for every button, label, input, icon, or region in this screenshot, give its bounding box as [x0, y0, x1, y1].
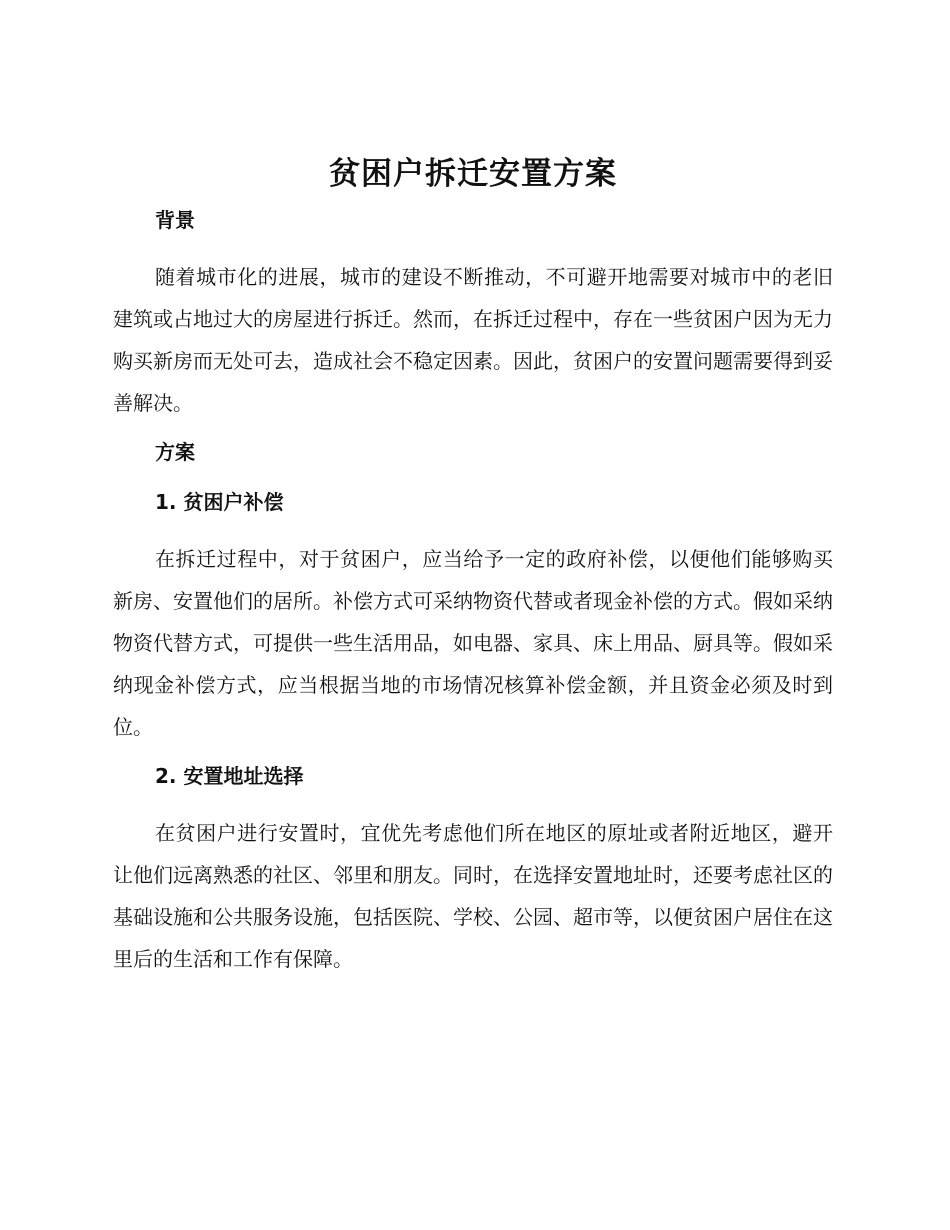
spacer — [113, 424, 833, 438]
location-paragraph: 在贫困户进行安置时，宜优先考虑他们所在地区的原址或者附近地区，避开让他们远离熟悉的社区、邻里和朋友。同时，在选择安置地址时，还要考虑社区的基础设施和公共服务设施，包括医院、学校、公园、超市等，以便贫困户居住在这里后的生活和工作有保障。 — [113, 821, 833, 971]
spacer — [113, 516, 833, 538]
document-title: 贫困户拆迁安置方案 — [329, 156, 617, 192]
spacer — [113, 234, 833, 256]
location-heading: 2. 安置地址选择 — [155, 764, 304, 788]
spacer — [113, 790, 833, 812]
spacer — [113, 466, 833, 488]
document-page — [113, 150, 833, 980]
spacer — [113, 748, 833, 762]
compensation-heading: 1. 贫困户补偿 — [155, 490, 284, 514]
background-heading: 背景 — [155, 208, 195, 232]
background-paragraph: 随着城市化的进展，城市的建设不断推动，不可避开地需要对城市中的老旧建筑或占地过大的房屋进行拆迁。然而，在拆迁过程中，存在一些贫困户因为无力购买新房而无处可去，造成社会不稳定因素。因此，贫困户的安置问题需要得到妥善解决。 — [113, 265, 833, 415]
compensation-paragraph: 在拆迁过程中，对于贫困户，应当给予一定的政府补偿，以便他们能够购买新房、安置他们的居所。补偿方式可采纳物资代替或者现金补偿的方式。假如采纳物资代替方式，可提供一些生活用品，如电器、家具、床上用品、厨具等。假如采纳现金补偿方式，应当根据当地的市场情况核算补偿金额，并且资金必须及时到位。 — [113, 547, 833, 739]
plan-heading: 方案 — [155, 440, 195, 464]
